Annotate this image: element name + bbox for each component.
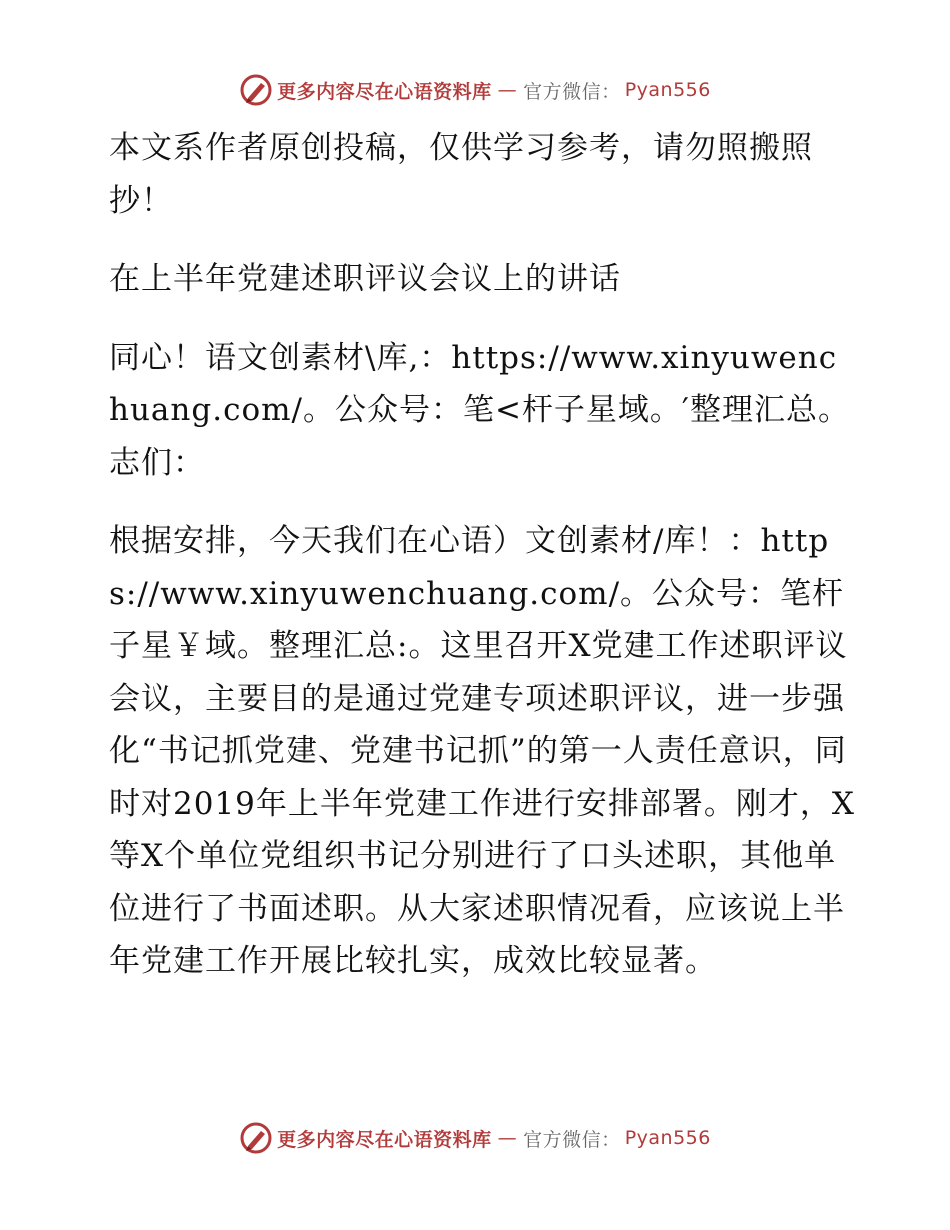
header-banner xyxy=(0,70,950,110)
body-paragraph: 根据安排，今天我们在心语）文创素材/库！：https://www.xinyuwenchuang.com/。公众号：笔杆子星￥域。整理汇总:。这里召开X党建工作述职评议会议，主要目的是通过党建专项述职评议，进一步强化“书记抓党建、党建书记抓”的第一人责任意识，同时对2019年上半年党建工作进行安排部署。刚才，X等X个单位党组织书记分别进行了口头述职，其他单位进行了书面述职。从大家述职情况看，应该说上半年党建工作开展比较扎实，成效比较显著。 xyxy=(109,523,855,979)
header-slogan: 更多内容尽在心语资料库 xyxy=(277,80,492,103)
speech-title: 在上半年党建述职评议会议上的讲话 xyxy=(109,261,621,297)
footer-wechat-label: 官方微信： xyxy=(523,1128,621,1151)
header-separator: — xyxy=(497,79,518,101)
document-body xyxy=(97,122,857,988)
footer-slogan: 更多内容尽在心语资料库 xyxy=(277,1128,492,1151)
salutation-paragraph: 同心！语文创素材\库,：https://www.xinyuwenchuang.com/。公众号：笔<杆子星域。′整理汇总。志们： xyxy=(109,339,850,481)
pen-logo-icon xyxy=(239,73,273,107)
header-wechat-id: Pyan556 xyxy=(624,79,711,101)
pen-logo-icon xyxy=(239,1121,273,1155)
footer-banner xyxy=(0,1118,950,1158)
header-wechat-label: 官方微信： xyxy=(523,80,621,103)
footer-wechat-id: Pyan556 xyxy=(624,1127,711,1149)
footer-separator: — xyxy=(497,1127,518,1149)
disclaimer-text: 本文系作者原创投稿，仅供学习参考，请勿照搬照抄！ xyxy=(109,130,813,219)
